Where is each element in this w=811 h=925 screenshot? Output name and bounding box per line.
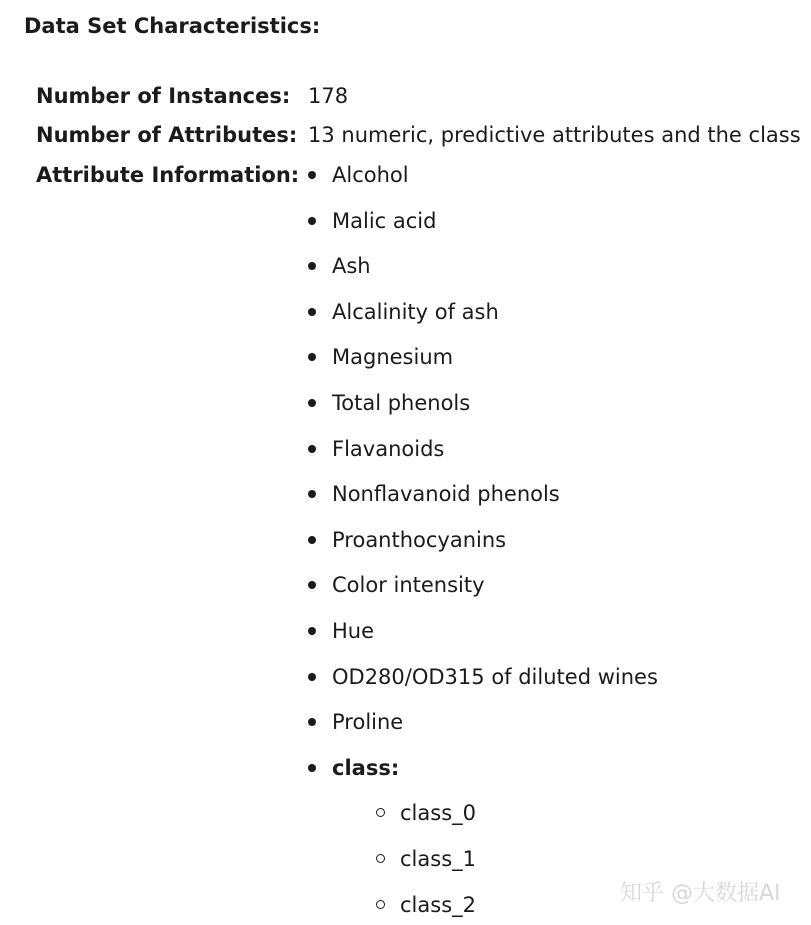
list-item-text: Flavanoids [332,436,445,461]
bullet-icon [308,399,316,407]
field-label: Number of Attributes: [36,123,298,147]
field-value: 13 numeric, predictive attributes and the class [308,123,801,147]
list-item-text: Alcohol [332,163,409,187]
list-item-text: Magnesium [332,345,454,370]
bullet-icon [308,353,316,361]
bullet-icon [308,308,316,316]
circle-bullet-icon [376,854,385,863]
list-item-text: Total phenols [332,391,471,415]
circle-bullet-icon [376,808,385,817]
list-item-text: class_1 [400,847,476,871]
list-item-text: Nonflavanoid phenols [332,482,560,507]
watermark: 知乎 @大数据AI [620,881,781,906]
bullet-icon [308,627,316,635]
field-label: Number of Instances: [36,84,291,108]
bullet-icon [308,764,316,772]
bullet-icon [308,445,316,453]
bullet-icon [308,262,316,270]
section-title: Data Set Characteristics: [24,14,321,38]
bullet-icon [308,581,316,589]
list-item-text: OD280/OD315 of diluted wines [332,664,658,689]
list-item-text: Ash [332,254,371,279]
field-value: 178 [308,84,349,108]
list-item-text: Proline [332,710,404,735]
bullet-icon [308,536,316,544]
list-item-text: Alcalinity of ash [332,299,499,324]
bullet-icon [308,490,316,498]
list-item-text: Malic acid [332,208,437,233]
bullet-icon [308,217,316,225]
field-label: Attribute Information: [36,163,300,187]
list-item-text: class: [332,755,400,780]
bullet-icon [308,673,316,681]
circle-bullet-icon [376,900,385,909]
list-item-text: Hue [332,619,375,643]
list-item-text: Proanthocyanins [332,527,507,552]
bullet-icon [308,171,316,179]
list-item-text: class_2 [400,892,476,917]
bullet-icon [308,718,316,726]
list-item-text: Color intensity [332,573,485,598]
list-item-text: class_0 [400,801,476,826]
